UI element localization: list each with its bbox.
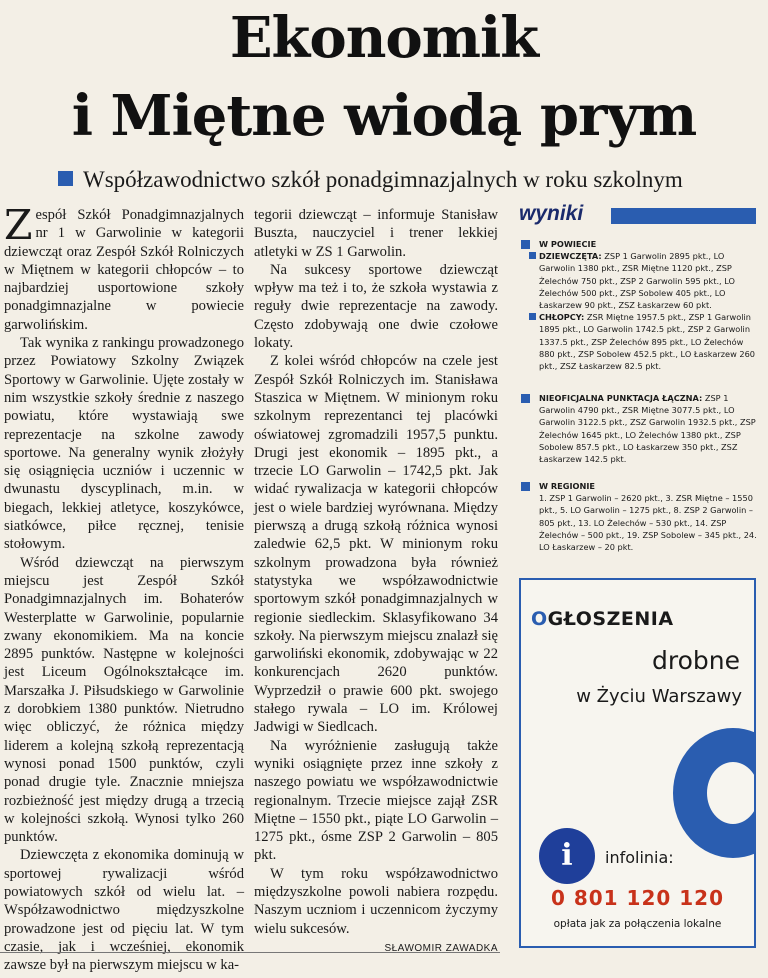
region-text: 1. ZSP 1 Garwolin – 2620 pkt., 3. ZSR Miętne – 1550 pkt., 5. LO Garwolin – 1275 pkt., 8. ZSP 2 Garwolin – 805 pkt., 13. LO Żelechów – 530 pkt., 14. ZSP Żelechów – 500 pkt., 19. ZSP Sobolew – 345 pkt., 24. LO Łaskarzew – 20 pkt. — [539, 493, 757, 553]
results-boys: CHŁOPCY: ZSR Miętne 1957.5 pkt., ZSP 1 Garwolin 1895 pkt., LO Garwolin 1742.5 pkt., ZSP 2 Garwolin 1337.5 pkt., ZSP Żelechów 895 pkt., LO Żelechów 880 pkt., ZSP Sobolew 452.5 pkt., LO Łaskarzew 260 pkt., ZSZ Łaskarzew 82.5 pkt. — [519, 311, 759, 372]
article-paragraph: Zespół Szkół Ponadgimnazjalnych nr 1 w Garwolinie w kategorii dziewcząt oraz Zespół Szkół Rolniczych w Miętnem w kategorii chłopców – to najbardziej usportowione szkoły ponadgimnazjalne w powiecie garwolińskim. — [4, 201, 244, 333]
article-column-1 — [4, 201, 244, 974]
article-divider — [0, 952, 500, 953]
total-entry: NIEOFICJALNA PUNKTACJA ŁĄCZNA: ZSP 1 Garwolin 4790 pkt., ZSR Miętne 3077.5 pkt., LO Garwolin 3122.5 pkt., ZSZ Garwolin 1932.5 pkt., ZSP Żelechów 1645 pkt., LO Żelechów 1380 pkt., ZSP Sobolew 857.5 pkt., LO Łaskarzew 350 pkt., ZSZ Łaskarzew 142.5 pkt. — [519, 392, 759, 465]
article-paragraph: Tak wynika z rankingu prowadzonego przez Powiatowy Szkolny Związek Sportowy w Garwolinie. Ujęte zostały w nim wszystkie szkoły średnie z naszego powiatu, które wystawiają swe reprezentacje na szkolne zawody sportowe. Na generalny wynik złożyły się osiągnięcia uczniów i uczennic w dwunastu dyscyplinach, m.in. w biegach, lekkiej atletyce, koszykówce, siatkówce, piłce ręcznej, tenisie stołowym. — [4, 335, 244, 553]
headline-line-1: Ekonomik — [229, 5, 539, 71]
article-paragraph: Na sukcesy sportowe dziewcząt wpływ ma też i to, że szkoła wystawia z reguły dwie reprezentacje na zawody. Często zdobywają one dwie czołowe lokaty. — [254, 261, 498, 352]
results-region — [519, 480, 759, 553]
c-logo-icon — [673, 728, 756, 858]
section-heading: W REGIONIE — [519, 480, 759, 492]
square-bullet-icon — [529, 313, 536, 320]
square-bullet-icon — [529, 252, 536, 259]
subheadline — [58, 166, 758, 194]
ad-fee-note: opłata jak za połączenia lokalne — [553, 918, 722, 930]
sidebar-header-band — [611, 208, 756, 224]
article-paragraph: W tym roku współzawodnictwo międzyszkolne powoli nabiera rozpędu. Naszym uczniom i uczennicom życzymy wielu sukcesów. — [254, 865, 498, 937]
article-paragraph: Dziewczęta z ekonomika dominują w sportowej rywalizacji wśród powiatowych szkół od wielu lat. – Współzawodnictwo międzyszkolne prowadzone jest od pięciu lat. W tym czasie, jak i wcześniej, ekonomik zawsze był na pierwszym miejscu w ka- — [4, 847, 244, 974]
ad-title: OGŁOSZENIA — [531, 608, 674, 630]
article-author: SŁAWOMIR ZAWADKA — [384, 943, 498, 954]
headline-line-2: i Miętne wiodą prym — [71, 83, 697, 149]
article-paragraph: Na wyróżnienie zasługują także wyniki osiągnięte przez inne szkoły z naszego powiatu we współzawodnictwie regionalnym. Trzecie miejsce zajął ZSR Miętne – 1550 pkt., piąte LO Garwolin – 1275 pkt., ósme ZSP 2 Garwolin – 805 pkt. — [254, 737, 498, 864]
drop-cap: Z — [4, 201, 33, 249]
ad-phone: 0 801 120 120 — [550, 886, 725, 910]
section-heading: W POWIECIE — [519, 238, 759, 250]
square-bullet-icon — [521, 394, 530, 403]
article-paragraph: tegorii dziewcząt – informuje Stanisław Buszta, nauczyciel i trener lekkiej atletyki w ZS 1 Garwolin. — [254, 207, 498, 260]
info-icon: i — [539, 828, 595, 884]
article-paragraph: Wśród dziewcząt na pierwszym miejscu jest Zespół Szkół Ponadgimnazjalnych im. Bohaterów Westerplatte w Garwolinie, popularnie zwany ekonomikiem. Ma na koncie 2895 punktów. Następne w kolejności jest Liceum Ogólnokształcące im. Marszałka J. Piłsudskiego w Garwolinie z dorobkiem 1380 punktów. Nietrudno więc obliczyć, że różnica między liderem a kolejną szkołą reprezentacją wynosi ponad 1500 punktów, czyli ponad drugie tyle. Znacznie mniejsza rozbieżność jest między drugą a trzecią w kolejności szkołą. Wynosi tylko 260 punktów. — [4, 554, 244, 846]
square-bullet-icon — [58, 171, 73, 186]
subheadline-text: Współzawodnictwo szkół ponadgimnazjalnych w roku szkolnym — [83, 167, 683, 192]
results-total — [519, 392, 759, 465]
results-girls: DZIEWCZĘTA: ZSP 1 Garwolin 2895 pkt., LO Garwolin 1380 pkt., ZSR Miętne 1120 pkt., ZSP Żelechów 750 pkt., ZSP 2 Garwolin 595 pkt., LO Żelechów 500 pkt., ZSP Sobolew 405 pkt., LO Łaskarzew 90 pkt., ZSZ Łaskarzew 60 pkt. — [519, 250, 759, 311]
ad-infolinia: infolinia: — [605, 848, 674, 867]
article-paragraph: Z kolei wśród chłopców na czele jest Zespół Szkół Rolniczych im. Stanisława Staszica w Miętnem. W minionym roku szkolnym reprezentanci tej placówki oświatowej zgromadzili 1957,5 punktu. Drugi jest ekonomik – 1895 pkt., a trzecie LO Garwolin – 1742,5 pkt. Jak widać rywalizacja w kategorii chłopców jest o wiele bardziej wyrównana. Między pierwszą a drugą szkołą różnica wynosi zaledwie 62,5 pkt. W minionym roku szkolnym prowadzona była również statystyka we współzawodnictwie sportowym szkół ponadgimnazjalnych w regionie siedleckim. Sklasyfikowano 34 szkoły. Na pierwszym miejscu znalazł się garwoliński ekonomik, zdobywając w 22 konkurencjach 2620 punktów. Wyprzedził o prawie 600 pkt. swojego stałego rywala – LO im. Królowej Jadwigi w Siedlcach. — [254, 353, 498, 736]
sidebar-header — [519, 202, 756, 227]
sidebar-title: wyniki — [519, 202, 584, 225]
article-column-2 — [254, 206, 498, 938]
ad-newspaper: w Życiu Warszawy — [576, 686, 742, 707]
ad-subtitle: drobne — [652, 646, 740, 675]
results-powiat — [519, 238, 759, 372]
classifieds-ad — [519, 578, 756, 948]
